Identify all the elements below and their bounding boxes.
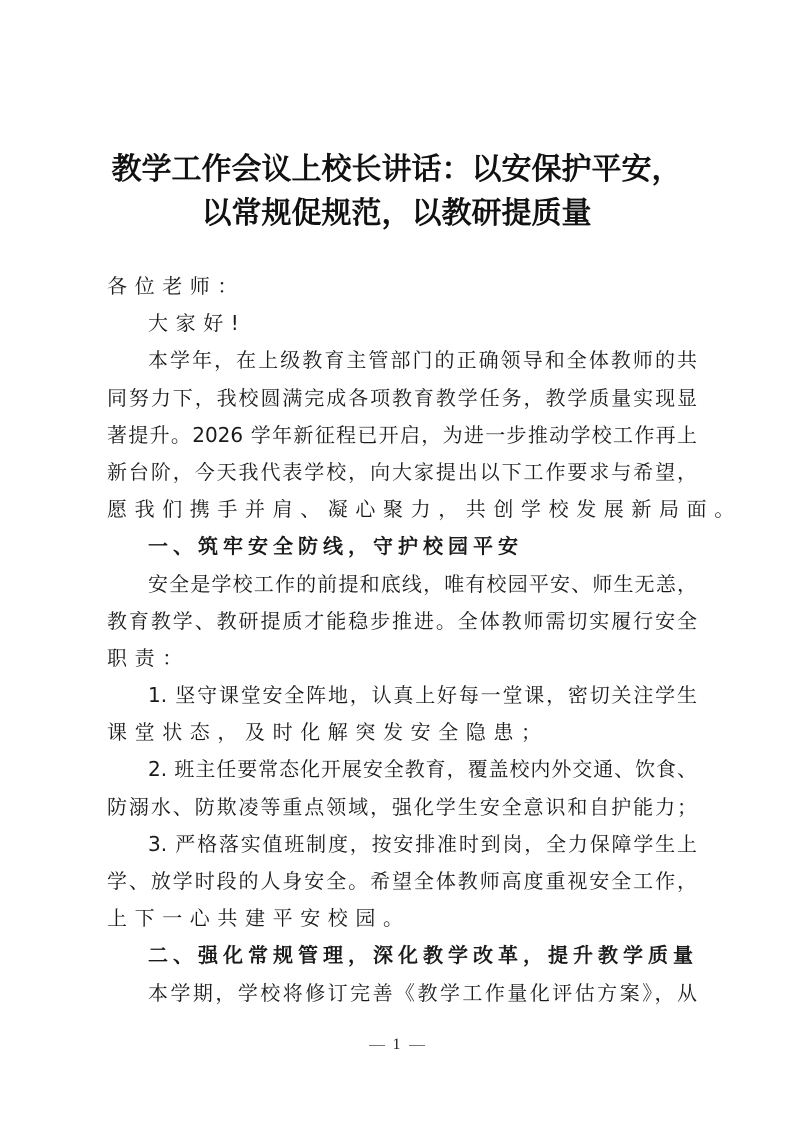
document-title [60,148,733,236]
text-line: 1. 坚守课堂安全阵地，认真上好每一堂课，密切关注学生 [148,683,697,708]
title-line-2: 以常规促规范，以教研提质量 [201,196,592,231]
section-heading: 二、强化常规管理，深化教学改革，提升教学质量 [148,943,698,968]
text-line: 本学期，学校将修订完善《教学工作量化评估方案》，从 [148,980,697,1005]
title-line-1: 教学工作会议上校长讲话：以安保护平安， [111,152,682,187]
text-line: 本学年，在上级教育主管部门的正确领导和全体教师的共 [148,348,697,373]
text-line: 上下一心共建平安校园。 [107,906,411,931]
section-heading: 一、筑牢安全防线，守护校园平安 [148,534,523,559]
text-line: 课堂状态，及时化解突发安全隐患； [107,720,549,745]
text-line: 2. 班主任要常态化开展安全教育，覆盖校内外交通、饮食、 [148,757,697,782]
text-line: 防溺水、防欺凌等重点领域，强化学生安全意识和自护能力； [107,794,697,819]
text-line: 3. 严格落实值班制度，按安排准时到岗，全力保障学生上 [148,831,697,856]
footer-dash-right [409,1045,425,1046]
page-footer [0,1036,793,1054]
text-line: 安全是学校工作的前提和底线，唯有校园平安、师生无恙， [148,571,697,596]
text-line: 同努力下，我校圆满完成各项教育教学任务，教学质量实现显 [107,385,697,410]
text-line: 著提升。2026 学年新征程已开启，为进一步推动学校工作再上 [107,422,697,447]
text-line: 愿我们携手并肩、凝心聚力，共创学校发展新局面。 [107,497,742,522]
page-number: 1 [392,1036,401,1053]
text-line: 大家好! [148,311,247,336]
footer-dash-left [369,1045,385,1046]
text-line: 新台阶，今天我代表学校，向大家提出以下工作要求与希望， [107,459,697,484]
text-line: 各位老师： [107,274,245,298]
text-line: 职责： [107,645,190,670]
text-line: 学、放学时段的人身安全。希望全体教师高度重视安全工作， [107,869,697,893]
text-line: 教育教学、教研提质才能稳步推进。全体教师需切实履行安全 [107,608,697,633]
document-body [107,268,742,1012]
